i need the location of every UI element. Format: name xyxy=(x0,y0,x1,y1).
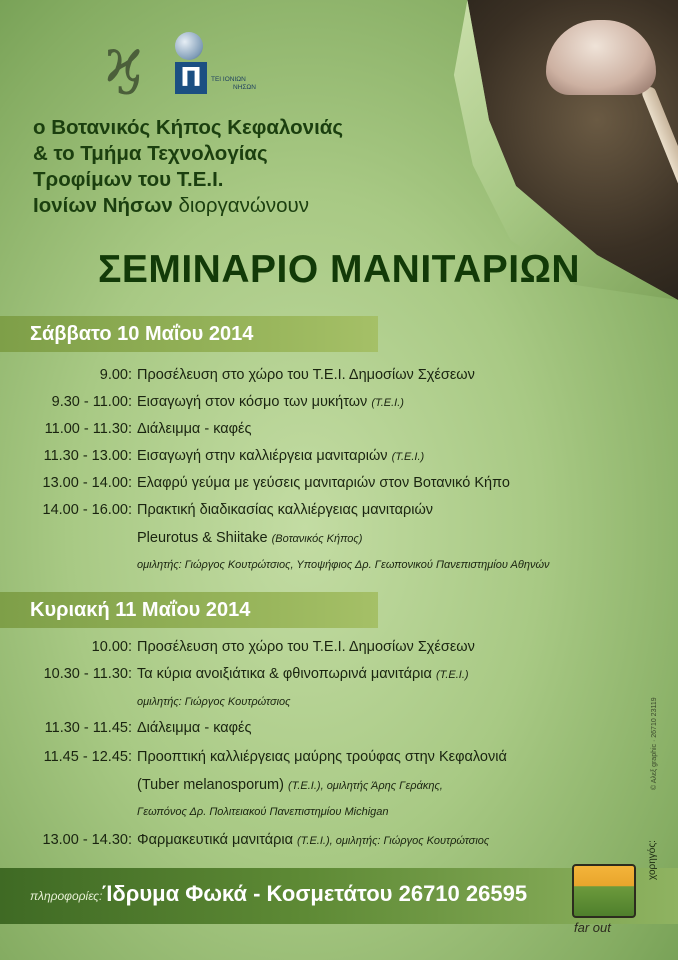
schedule-text: ομιλητής: Γιώργος Κουτρώτσιος xyxy=(137,696,291,708)
intro-line: Τροφίμων του Τ.Ε.Ι. xyxy=(33,168,224,191)
globe-icon xyxy=(175,32,203,60)
intro-line: ο Βοτανικός Κήπος Κεφαλονιάς xyxy=(33,116,344,139)
schedule-text: Πρακτική διαδικασίας καλλιέργειας μανιταριών xyxy=(137,502,434,518)
schedule-text: Τα κύρια ανοιξιάτικα & φθινοπωρινά μανιτάρια xyxy=(137,666,432,682)
schedule-row xyxy=(0,530,678,554)
schedule-text: Διάλειμμα - καφές xyxy=(137,720,252,736)
day-label: Κυριακή 11 Μαΐου 2014 xyxy=(30,599,251,621)
schedule-row xyxy=(0,421,678,445)
info-label: πληροφορίες: xyxy=(30,889,103,903)
schedule-desc xyxy=(137,502,433,518)
schedule-text: Εισαγωγή στην καλλιέργεια μανιταριών xyxy=(137,448,388,464)
designer-credit: © Αλεξ graphic · 26710 23119 xyxy=(651,697,658,790)
intro-text xyxy=(33,115,343,219)
intro-bold: Ιονίων Νήσων xyxy=(33,194,173,217)
schedule-note: (Τ.Ε.Ι.) xyxy=(371,397,404,409)
schedule-desc xyxy=(137,696,291,708)
schedule-text: (Tuber melanosporum) xyxy=(137,777,284,793)
schedule-text: Pleurotus & Shiitake xyxy=(137,530,268,546)
schedule-note: (Τ.Ε.Ι.) xyxy=(391,451,425,463)
schedule-time: 11.30 - 11.45: xyxy=(44,720,132,736)
schedule-desc xyxy=(137,475,510,491)
schedule-text: Εισαγωγή στον κόσμο των μυκήτων xyxy=(137,394,368,410)
sponsor-name: far out xyxy=(574,920,611,935)
sponsor-label: χορηγός: xyxy=(647,840,658,880)
schedule-time: 11.00 - 11.30: xyxy=(44,421,132,437)
schedule-text: Ελαφρύ γεύμα με γεύσεις μανιταριών στον Βοτανικό Κήπο xyxy=(137,475,510,491)
schedule-text: Προοπτική καλλιέργειας μαύρης τρούφας στην Κεφαλονιά xyxy=(137,749,507,765)
info-value: Ίδρυμα Φωκά - Κοσμετάτου 26710 26595 xyxy=(102,881,528,906)
schedule-row xyxy=(0,367,678,391)
schedule-row xyxy=(0,639,678,663)
schedule-text: Γεωπόνος Δρ. Πολιτειακού Πανεπιστημίου Michigan xyxy=(137,806,389,818)
schedule-desc xyxy=(137,720,252,736)
schedule-row xyxy=(0,475,678,499)
schedule-note: (Τ.Ε.Ι.), ομιλητής Άρης Γεράκης, xyxy=(287,780,443,792)
schedule-note: (Βοτανικός Κήπος) xyxy=(271,533,363,545)
schedule-desc xyxy=(137,806,389,818)
schedule-desc xyxy=(137,777,443,793)
tei-logo xyxy=(175,32,285,94)
pi-logo-icon: Π xyxy=(175,62,207,94)
schedule-time: 13.00 - 14.00: xyxy=(42,475,132,491)
day-header xyxy=(0,316,378,352)
schedule-desc xyxy=(137,394,404,410)
schedule-desc xyxy=(137,367,475,383)
schedule-text: Διάλειμμα - καφές xyxy=(137,421,252,437)
schedule-row xyxy=(0,777,678,801)
intro-line xyxy=(33,193,343,219)
schedule-text: Φαρμακευτικά μανιτάρια xyxy=(137,832,293,848)
tei-logo-text: ΤΕΙ ΙΟΝΙΩΝ xyxy=(211,76,246,83)
schedule-text: Προσέλευση στο χώρο του Τ.Ε.Ι. Δημοσίων Σχέσεων xyxy=(137,367,475,383)
schedule-time: 14.00 - 16.00: xyxy=(42,502,132,518)
day-label: Σάββατο 10 Μαΐου 2014 xyxy=(30,323,254,345)
sponsor-landscape-icon xyxy=(572,864,636,918)
schedule-desc xyxy=(137,749,507,765)
schedule-row xyxy=(0,448,678,472)
intro-rest: διοργανώνουν xyxy=(172,194,309,217)
schedule-desc xyxy=(137,530,362,546)
schedule-note: (Τ.Ε.Ι.), ομιλητής: Γιώργος Κουτρώτσιος xyxy=(297,835,490,847)
sponsor-logo xyxy=(566,858,640,938)
schedule-time: 11.45 - 12.45: xyxy=(43,749,132,765)
schedule-row xyxy=(0,749,678,773)
schedule-row xyxy=(0,832,678,856)
schedule-row xyxy=(0,394,678,418)
schedule-row xyxy=(0,806,678,830)
botanical-garden-logo: ϗ xyxy=(105,26,143,96)
schedule-row xyxy=(0,666,678,690)
speaker-text: ομιλητής: Γιώργος Κουτρώτσιος, Υποψήφιος Δρ. Γεωπονικού Πανεπιστημίου Αθηνών xyxy=(137,559,550,571)
schedule-desc xyxy=(137,832,489,848)
schedule-time: 13.00 - 14.30: xyxy=(42,832,132,848)
schedule-time: 10.00: xyxy=(91,639,132,655)
schedule-desc xyxy=(137,421,252,437)
schedule-desc xyxy=(137,448,424,464)
schedule-row xyxy=(0,696,678,720)
schedule-row xyxy=(0,502,678,526)
schedule-note: (Τ.Ε.Ι.) xyxy=(435,669,469,681)
schedule-time: 11.30 - 13.00: xyxy=(43,448,132,464)
schedule-time: 9.00: xyxy=(99,367,132,383)
schedule-desc xyxy=(137,639,475,655)
page-title: ΣΕΜΙΝΑΡΙΟ ΜΑΝΙΤΑΡΙΩΝ xyxy=(97,248,581,291)
schedule-text: Προσέλευση στο χώρο του Τ.Ε.Ι. Δημοσίων Σχέσεων xyxy=(137,639,475,655)
schedule-time: 10.30 - 11.30: xyxy=(43,666,132,682)
intro-line: & το Τμήμα Τεχνολογίας xyxy=(33,142,268,165)
schedule-desc xyxy=(137,666,469,682)
speaker-line xyxy=(0,559,678,583)
tei-logo-text-2: ΝΗΣΩΝ xyxy=(233,84,256,91)
schedule-row xyxy=(0,720,678,744)
day-header xyxy=(0,592,378,628)
schedule-time: 9.30 - 11.00: xyxy=(51,394,132,410)
